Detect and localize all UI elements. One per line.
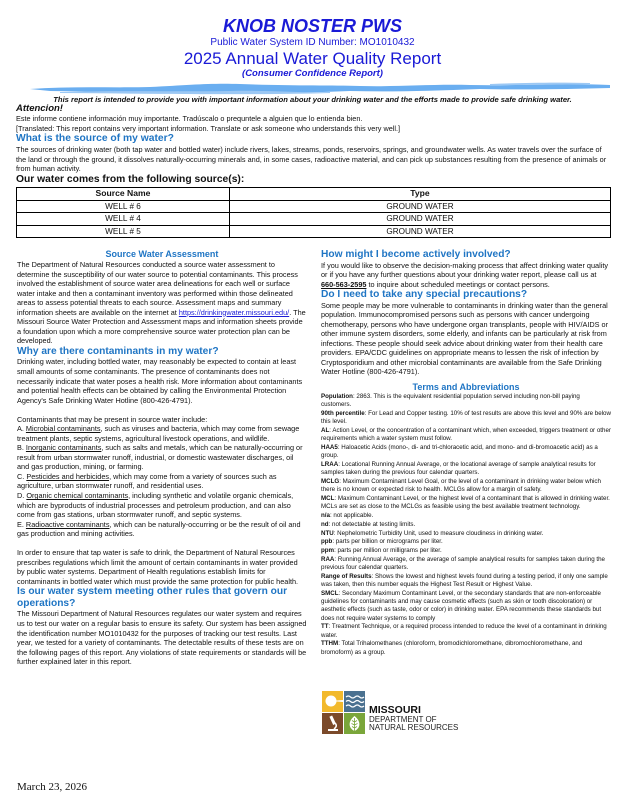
report-subtitle: (Consumer Confidence Report)	[242, 68, 383, 79]
involved-text-cont: to inquire about scheduled meetings or contact persons.	[366, 279, 550, 289]
term-item	[321, 393, 611, 409]
item-prefix: E.	[17, 519, 26, 529]
term-label: LRAA	[321, 461, 339, 469]
table-header-row	[17, 188, 611, 201]
rules-body: The Missouri Department of Natural Resources regulates our water system and requires us to test our water on a regular basis to ensure its safety. Our system has been assigned the identification number MO1010432 for the purposes of tracking our test results. Last year, we tested for a variety of contaminants. The detectable results of these tests are on the following pages of this report. Any violations of state requirements or standards will be further explained later in this report.	[17, 609, 307, 667]
term-definition: : parts per million or milligrams per liter.	[334, 547, 442, 555]
term-label: nd	[321, 520, 329, 528]
leaf-icon	[344, 713, 365, 734]
item-term: Radioactive contaminants	[25, 519, 110, 529]
term-definition: : Running Annual Average, or the average of sample analytical results for samples taken during the previous four calendar quarters.	[321, 556, 605, 572]
term-definition: : Total Trihalomethanes (chloroform, bromodichloromethane, dibromochloromethane, and bromoform) as a group.	[321, 640, 583, 656]
term-item	[321, 521, 611, 529]
term-label: TTHM	[321, 640, 339, 648]
column-header-type: Type	[230, 188, 611, 201]
term-label: Population	[321, 393, 353, 401]
term-item	[321, 444, 611, 460]
term-item	[321, 427, 611, 443]
contaminant-item	[17, 491, 307, 520]
source-name-cell: WELL # 4	[17, 213, 230, 226]
logo-wordmark	[369, 705, 458, 733]
contaminant-item	[17, 520, 307, 539]
right-column	[321, 249, 611, 657]
top-block	[16, 103, 612, 186]
contaminant-item	[17, 472, 307, 491]
term-label: ppb	[321, 538, 333, 546]
item-prefix: D.	[17, 491, 27, 501]
contaminant-item	[17, 443, 307, 472]
item-prefix: C.	[17, 471, 27, 481]
microscope-icon	[322, 713, 343, 734]
source-heading: What is the source of my water?	[16, 133, 174, 145]
swa-text-cont: . The Missouri Source Water Protection and Assessment maps and information sheets provide a foundation upon which a more comprehensive source water protection plan can be developed.	[17, 307, 306, 346]
left-column	[17, 249, 307, 667]
term-label: HAA5	[321, 444, 338, 452]
term-definition: : parts per billion or micrograms per liter.	[332, 538, 443, 546]
term-definition: : Maximum Contaminant Level Goal, or the level of a contaminant in drinking water below which there is no known or expected risk to health. MCLGs allow for a margin of safety.	[321, 478, 601, 494]
involved-body	[321, 261, 611, 290]
swa-text: The Department of Natural Resources conducted a source water assessment to determine the susceptibility of our water source to potential contaminants. This process involved the establishment of source water area delineations for each well or surface water intake and then a contaminant inventory was performed within those delineated areas to assess potential threats to each source. Assessment maps and summary information sheets are available on the internet at	[17, 260, 298, 317]
sources-table-title: Our water comes from the following source(s):	[16, 173, 245, 185]
term-label: MCL	[321, 495, 335, 503]
term-item	[321, 623, 611, 639]
item-term: Microbial contaminants	[25, 424, 101, 434]
item-text: , such as salts and metals, which can be naturally-occurring or result from urban stormwater runoff, industrial, or domestic wastewater discharges, oil and gas production, mining, or farming.	[17, 443, 303, 472]
report-header	[0, 16, 625, 80]
term-item	[321, 410, 611, 426]
logo-line-1: MISSOURI	[369, 703, 421, 716]
term-definition: : Action Level, or the concentration of a contaminant which, when exceeded, triggers treatment or other requirements which a water system must follow.	[321, 427, 611, 443]
water-wave-decoration	[30, 80, 610, 96]
item-text: , which can be naturally-occurring or be the result of oil and gas production and mining activities.	[17, 519, 301, 539]
water-icon	[344, 691, 365, 712]
term-label: NTU	[321, 529, 334, 537]
term-definition: : Maximum Contaminant Level, or the highest level of a contaminant that is allowed in drinking water. MCLs are set as close to the MCLGs as feasible using the best available treatment technology.	[321, 495, 610, 511]
term-item	[321, 530, 611, 538]
precautions-heading: Do I need to take any special precautions?	[321, 289, 528, 301]
pws-id: Public Water System ID Number: MO1010432	[210, 37, 415, 48]
term-label: ppm	[321, 547, 335, 555]
term-definition: : Shows the lowest and highest levels found during a testing period, if only one sample was taken, then this number equals the Highest Test Result or Highest Value.	[321, 573, 608, 589]
table-row	[17, 200, 611, 213]
column-header-source-name: Source Name	[17, 188, 230, 201]
why-contaminants-body: Drinking water, including bottled water, may reasonably be expected to contain at least small amounts of some contaminants. The presence of contaminants does not necessarily indicate that water poses a health risk. More information about contaminants and potential health effects can be obtained by calling the Environmental Protection Agency's Safe Drinking Water Hotline (800-426-4791).	[17, 357, 303, 405]
term-definition: : Nephelometric Turbidity Unit, used to measure cloudiness in drinking water.	[333, 529, 544, 537]
item-prefix: B.	[17, 443, 26, 453]
term-definition: : 2863. This is the equivalent residential population served including non-bill paying customers.	[321, 393, 580, 409]
term-definition: : Locational Running Annual Average, or the locational average of sample analytical results for samples taken during the previous four calendar quarters.	[321, 461, 596, 477]
term-label: SMCL	[321, 590, 339, 597]
swa-heading: Source Water Assessment	[105, 249, 219, 259]
source-name-cell: WELL # 5	[17, 225, 230, 238]
swa-body	[17, 260, 307, 346]
system-name: KNOB NOSTER PWS	[222, 16, 402, 36]
attention-heading: Attencion!	[16, 103, 63, 114]
term-label: RAA	[321, 556, 335, 563]
attention-translated: [Translated: This report contains very important information. Translate or ask someone who understands this very well.]	[16, 123, 401, 133]
table-row	[17, 225, 611, 238]
attention-spanish: Este informe contiene información muy importante. Tradúscalo o prequntele a alguien que lo entienda bien.	[16, 114, 363, 123]
missouri-dnr-logo	[322, 691, 458, 734]
precautions-body: Some people may be more vulnerable to contaminants in drinking water than the general population. Immunocompromised persons such as persons with cancer undergoing chemotherapy, persons who have undergone organ transplants, people with HIV/AIDS or other immune system disorders, some elderly, and infants can be particularly at risk from infections. These people should seek advice about drinking water from their health care providers. EPA/CDC guidelines on appropriate means to lessen the risk of infection by Cryptosporidium and other microbial contaminants are available from the Safe Drinking Water Hotline (800-426-4791).	[321, 300, 609, 377]
drinkingwater-link[interactable]: https://drinkingwater.missouri.edu/	[178, 307, 290, 317]
logo-mark	[322, 691, 365, 734]
footer-date: March 23, 2026	[17, 781, 87, 793]
term-item	[321, 495, 611, 511]
term-item	[321, 512, 611, 520]
phone-link[interactable]: 660-563-2595	[321, 279, 367, 289]
item-term: Inorganic contaminants	[25, 443, 102, 453]
contaminants-intro: Contaminants that may be present in source water include:	[17, 414, 208, 424]
intro-statement: This report is intended to provide you with important information about your drinking water and the efforts made to provide safe drinking water.	[53, 95, 572, 104]
source-type-cell: GROUND WATER	[230, 213, 611, 226]
item-term: Organic chemical contaminants	[26, 491, 129, 501]
involved-text: If you would like to observe the decision-making process that affect drinking water quality or if you have any further questions about your drinking water report, please call us at	[321, 260, 609, 280]
involved-heading: How might I become actively involved?	[321, 249, 511, 260]
terms-list	[321, 393, 611, 657]
sources-table	[16, 187, 611, 238]
term-definition: : Treatment Technique, or a required process intended to reduce the level of a contaminant in drinking water.	[321, 623, 607, 639]
term-definition: : Haloacetic Acids (mono-, di- and tri-chloracetic acid, and mono- and di-bromoacetic acid) as a group.	[321, 444, 598, 460]
item-text: , including synthetic and volatile organic chemicals, which are byproducts of industrial processes and petroleum production, and can also come from gas stations, urban stormwater runoff, and septic systems.	[17, 491, 294, 520]
term-label: AL	[321, 427, 330, 435]
term-label: MCLG	[321, 478, 340, 486]
report-title: 2025 Annual Water Quality Report	[183, 49, 442, 68]
contaminant-item	[17, 424, 307, 443]
terms-heading: Terms and Abbreviations	[412, 382, 520, 393]
term-label: Range of Results	[321, 573, 372, 580]
source-type-cell: GROUND WATER	[230, 200, 611, 213]
term-item	[321, 556, 611, 572]
term-definition: : not applicable.	[329, 512, 374, 520]
source-name-cell: WELL # 6	[17, 200, 230, 213]
term-definition: : For Lead and Copper testing. 10% of test results are above this level and 90% are below this level.	[321, 410, 611, 426]
term-definition: : not detectable at testing limits.	[328, 520, 416, 528]
logo-line-3: NATURAL RESOURCES	[369, 723, 459, 732]
term-label: 90th percentile	[321, 410, 365, 418]
term-item	[321, 640, 611, 656]
term-definition: : Secondary Maximum Contaminant Level, or the secondary standards that are non-enforceable guidelines for contaminants and may cause cosmetic effects (such as skin or tooth discoloration) or aesthetic effects (such as taste, odor or color) in drinking water. EPA recommends these standards but does not require water systems to comply	[321, 590, 602, 622]
item-prefix: A.	[17, 424, 26, 434]
term-label: TT	[321, 623, 329, 631]
source-body: The sources of drinking water (both tap water and bottled water) include rivers, lakes, streams, ponds, reservoirs, springs, and groundwater wells. As water travels over the surface of the land or through the ground, it dissolves naturally-occurring minerals and, in some cases, radioactive material, and can pick up substances resulting from the presence of animals or from human activity.	[16, 145, 607, 174]
item-text: , which may come from a variety of sources such as agriculture, urban stormwater runoff, and residential uses.	[17, 471, 277, 491]
term-item	[321, 573, 611, 589]
table-row	[17, 213, 611, 226]
sun-icon	[322, 691, 343, 712]
rules-heading: Is our water system meeting other rules that govern our operations?	[17, 586, 288, 609]
source-type-cell: GROUND WATER	[230, 225, 611, 238]
item-term: Pesticides and herbicides	[26, 471, 110, 481]
term-item	[321, 547, 611, 555]
term-item	[321, 478, 611, 494]
term-label: n/a	[321, 512, 330, 520]
term-item	[321, 461, 611, 477]
regulations-body: In order to ensure that tap water is safe to drink, the Department of Natural Resources prescribes regulations which limit the amount of certain contaminants in water provided by public water systems. Department of Health regulations establish limits for contaminants in bottled water which must provide the same protection for public health.	[17, 548, 299, 586]
item-text: , such as viruses and bacteria, which may come from sewage treatment plants, septic systems, agricultural livestock operations, and wildlife.	[17, 424, 300, 443]
why-contaminants-heading: Why are there contaminants in my water?	[17, 345, 219, 357]
term-item	[321, 538, 611, 546]
term-item	[321, 590, 611, 623]
logo-line-2: DEPARTMENT OF	[369, 714, 437, 724]
